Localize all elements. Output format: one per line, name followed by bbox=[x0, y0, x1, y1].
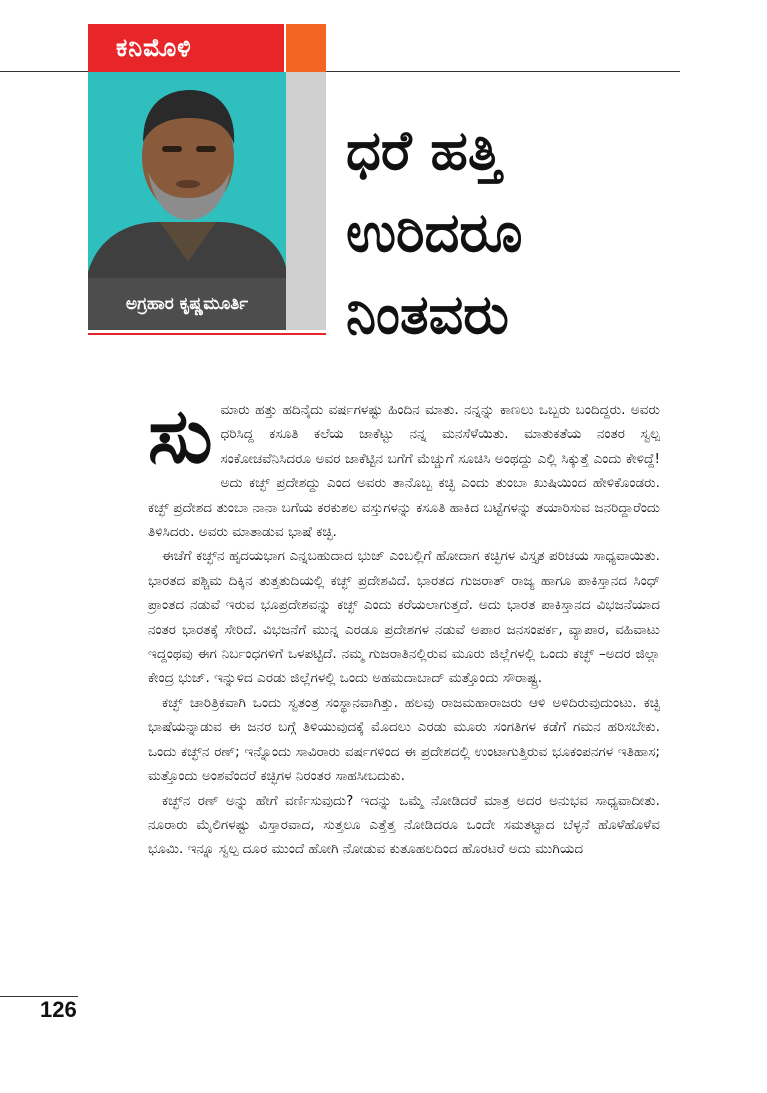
article-body bbox=[148, 391, 660, 862]
drop-cap: ಸು bbox=[148, 391, 213, 480]
paragraph: ಕಚ್ಛ್‌ನ ರಣ್ ಅನ್ನು ಹೇಗೆ ವರ್ಣಿಸುವುದು? ಇದನ್ನು ಒಮ್ಮೆ ನೋಡಿದರೆ ಮಾತ್ರ ಅದರ ಅನುಭವ ಸಾಧ್ಯವಾದೀತು. ನೂರಾರು ಮೈಲಿಗಳಷ್ಟು ವಿಸ್ತಾರವಾದ, ಸುತ್ತಲೂ ಎತ್ತೆತ್ತ ನೋಡಿದರೂ ಒಂದೇ ಸಮತಟ್ಟಾದ ಬೆಳ್ಳನೆ ಹೊಳೆಹೊಳೆವ ಭೂಮಿ. ಇನ್ನೂ ಸ್ವಲ್ಪ ದೂರ ಮುಂದೆ ಹೋಗಿ ನೋಡುವ ಕುತೂಹಲದಿಂದ ಹೊರಟರೆ ಅದು ಮುಗಿಯದ bbox=[148, 792, 660, 858]
photo-bottom-rule bbox=[88, 333, 326, 335]
title-line: ಉರಿದರೂ bbox=[346, 201, 523, 264]
column-label: ಕನಿಮೊಳಿ bbox=[88, 24, 286, 72]
paragraph: ಮಾರು ಹತ್ತು ಹದಿನೈದು ವರ್ಷಗಳಷ್ಟು ಹಿಂದಿನ ಮಾತು. ನನ್ನನ್ನು ಕಾಣಲು ಒಬ್ಬರು ಬಂದಿದ್ದರು. ಅವರು ಧರಿಸಿದ್ದ ಕಸೂತಿ ಕಲೆಯ ಜಾಕೆಟ್ಟು ನನ್ನ ಮನಸೆಳೆಯಿತು. ಮಾತುಕತೆಯ ನಂತರ ಸ್ವಲ್ಪ ಸಂಕೋಚವೆನಿಸಿದರೂ ಅವರ ಜಾಕೆಟ್ಟಿನ ಬಗೆಗೆ ಮೆಚ್ಚುಗೆ ಸೂಚಿಸಿ ಅಂಥದ್ದು ಎಲ್ಲಿ ಸಿಕ್ಕುತ್ತೆ ಎಂದು ಕೇಳಿದ್ದೆ! ಅದು ಕಚ್ಛ್ ಪ್ರದೇಶದ್ದು ಎಂದ ಅವರು ತಾನೊಬ್ಬ ಕಚ್ಛಿ ಎಂದು ತುಂಬಾ ಖುಷಿಯಿಂದ ಹೇಳಿಕೊಂಡರು. ಕಚ್ಛ್ ಪ್ರದೇಶದ ತುಂಬಾ ನಾನಾ ಬಗೆಯ ಕರಕುಶಲ ವಸ್ತುಗಳನ್ನು ಕಸೂತಿ ಹಾಕಿದ ಬಟ್ಟೆಗಳನ್ನು ತಯಾರಿಸುವ ಜನರಿದ್ದಾರೆಂದು ತಿಳಿಸಿದರು. ಅವರು ಮಾತಾಡುವ ಭಾಷೆ ಕಚ್ಛಿ. bbox=[148, 402, 660, 541]
article-title bbox=[346, 110, 676, 356]
author-name: ಅಗ್ರಹಾರ ಕೃಷ್ಣಮೂರ್ತಿ bbox=[88, 278, 286, 330]
paragraph: ಈಚೆಗೆ ಕಚ್ಛ್‌ನ ಹೃದಯಭಾಗ ಎನ್ನಬಹುದಾದ ಭುಜ್ ಎಂಬಲ್ಲಿಗೆ ಹೋದಾಗ ಕಚ್ಛಿಗಳ ವಿಸ್ತೃತ ಪರಿಚಯ ಸಾಧ್ಯವಾಯಿತು. ಭಾರತದ ಪಶ್ಚಿಮ ದಿಕ್ಕಿನ ತುತ್ತತುದಿಯಲ್ಲಿ ಕಚ್ಛ್ ಪ್ರದೇಶವಿದೆ. ಭಾರತದ ಗುಜರಾತ್ ರಾಜ್ಯ ಹಾಗೂ ಪಾಕಿಸ್ತಾನದ ಸಿಂಧ್ ಪ್ರಾಂತದ ನಡುವೆ ಇರುವ ಭೂಪ್ರದೇಶವನ್ನು ಕಚ್ಛ್ ಎಂದು ಕರೆಯಲಾಗುತ್ತದೆ. ಅದು ಭಾರತ ಪಾಕಿಸ್ತಾನದ ವಿಭಜನೆಯಾದ ನಂತರ ಭಾರತಕ್ಕೆ ಸೇರಿದೆ. ವಿಭಜನೆಗೆ ಮುನ್ನ ಎರಡೂ ಪ್ರದೇಶಗಳ ನಡುವೆ ಅಪಾರ ಜನಸಂಪರ್ಕ, ವ್ಯಾಪಾರ, ವಹಿವಾಟು ಇದ್ದಂಥವು ಈಗ ನಿರ್ಬಂಧಗಳಿಗೆ ಒಳಪಟ್ಟಿದೆ. ನಮ್ಮ ಗುಜರಾತಿನಲ್ಲಿರುವ ಮೂರು ಜಿಲ್ಲೆಗಳಲ್ಲಿ ಒಂದು ಕಚ್ಛ್ –ಅದರ ಜಿಲ್ಲಾ ಕೇಂದ್ರ ಭುಜ್. ಇನ್ನುಳಿದ ಎರಡು ಜಿಲ್ಲೆಗಳಲ್ಲಿ ಒಂದು ಅಹಮದಾಬಾದ್ ಮತ್ತೊಂದು ಸೌರಾಷ್ಟ್ರ. bbox=[148, 548, 660, 687]
page-number: 126 bbox=[40, 997, 77, 1022]
author-photo bbox=[88, 72, 286, 330]
paragraph: ಕಚ್ಛ್ ಚಾರಿತ್ರಿಕವಾಗಿ ಒಂದು ಸ್ವತಂತ್ರ ಸಂಸ್ಥಾನವಾಗಿತ್ತು. ಹಲವು ರಾಜಮಹಾರಾಜರು ಆಳಿ ಅಳಿದಿರುವುದುಂಟು. ಕಚ್ಛಿ ಭಾಷೆಯನ್ನಾಡುವ ಈ ಜನರ ಬಗ್ಗೆ ತಿಳಿಯುವುದಕ್ಕೆ ಮೊದಲು ಎರಡು ಮೂರು ಸಂಗತಿಗಳ ಕಡೆಗೆ ಗಮನ ಹರಿಸಬೇಕು. ಒಂದು ಕಚ್ಛ್‌ನ ರಣ್; ಇನ್ನೊಂದು ಸಾವಿರಾರು ವರ್ಷಗಳಿಂದ ಈ ಪ್ರದೇಶದಲ್ಲಿ ಉಂಟಾಗುತ್ತಿರುವ ಭೂಕಂಪನಗಳ ಇತಿಹಾಸ; ಮತ್ತೊಂದು ಅಂಶವೆಂದರೆ ಕಚ್ಛಿಗಳ ನಿರಂತರ ಸಾಹಸೀಬದುಕು. bbox=[148, 694, 660, 785]
gray-side-strip bbox=[286, 72, 326, 330]
column-tab-accent bbox=[286, 24, 326, 72]
title-line: ನಿಂತವರು bbox=[346, 283, 509, 346]
title-line: ಧರೆ ಹತ್ತಿ bbox=[346, 119, 502, 182]
